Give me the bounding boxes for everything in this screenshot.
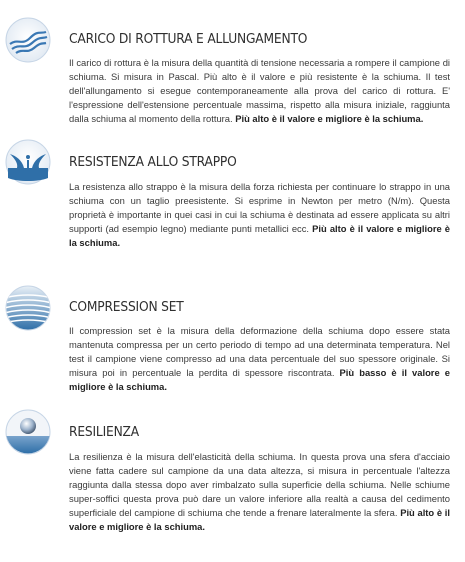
bouncing-ball-icon [4,408,52,456]
wave-lines-icon [4,16,52,64]
section-text: La resistenza allo strappo è la misura della forza richiesta per continuare lo strappo in una schiuma con un taglio preesistente. Si esprime in Newton per metro (N/m). Questa proprietà è importante in quei casi in cui la schiuma è destinata ad essere applicata su altri supporti (ad esempio legno) mediante punti metallici ecc. Più alto è il valore e migliore è la schiuma. [69,181,450,248]
compression-sphere-icon [4,284,52,332]
section-title: CARICO DI ROTTURA E ALLUNGAMENTO [69,32,308,47]
tear-splash-icon [4,138,52,186]
section-title: RESILIENZA [69,425,139,440]
section-text: Il carico di rottura è la misura della quantità di tensione necessaria a rompere il campione di schiuma. Si misura in Pascal. Più alto è il valore e più resistente è la schiuma. Il test dell'allungamento si esegue contemporaneamente alla prova del carico di rottura. E' l'espressione dell'estensione percentuale massima, rispetto alla misura iniziale, raggiunta dalla schiuma al momento della rottura. Più alto è il valore e migliore è la schiuma. [69,57,450,124]
section-text: Il compression set è la misura della deformazione della schiuma dopo essere stata mantenuta compressa per un certo periodo di tempo ad una determinata temperatura. Nel test il campione viene compresso ad una data percentuale del suo spessore originale. Si misura poi in percentuale la perdita di spessore riscontrata. Più basso è il valore e migliore è la schiuma. [69,325,450,392]
section-title: RESISTENZA ALLO STRAPPO [69,155,237,170]
section-title: COMPRESSION SET [69,300,184,315]
section-text: La resilienza è la misura dell'elasticità della schiuma. In questa prova una sfera d'acciaio viene fatta cadere sul campione da una data altezza, si misura in percentuale l'altezza raggiunta dalla stessa dopo aver rimbalzato sulla superficie della schiuma. Nelle schiume super-soffici questa prova può dare un valore inferiore alla realtà a causa del cedimento superficiale del campione di schiuma che tende a frenare lateralmente la sfera. Più alto è il valore e migliore è la schiuma. [69,451,451,532]
